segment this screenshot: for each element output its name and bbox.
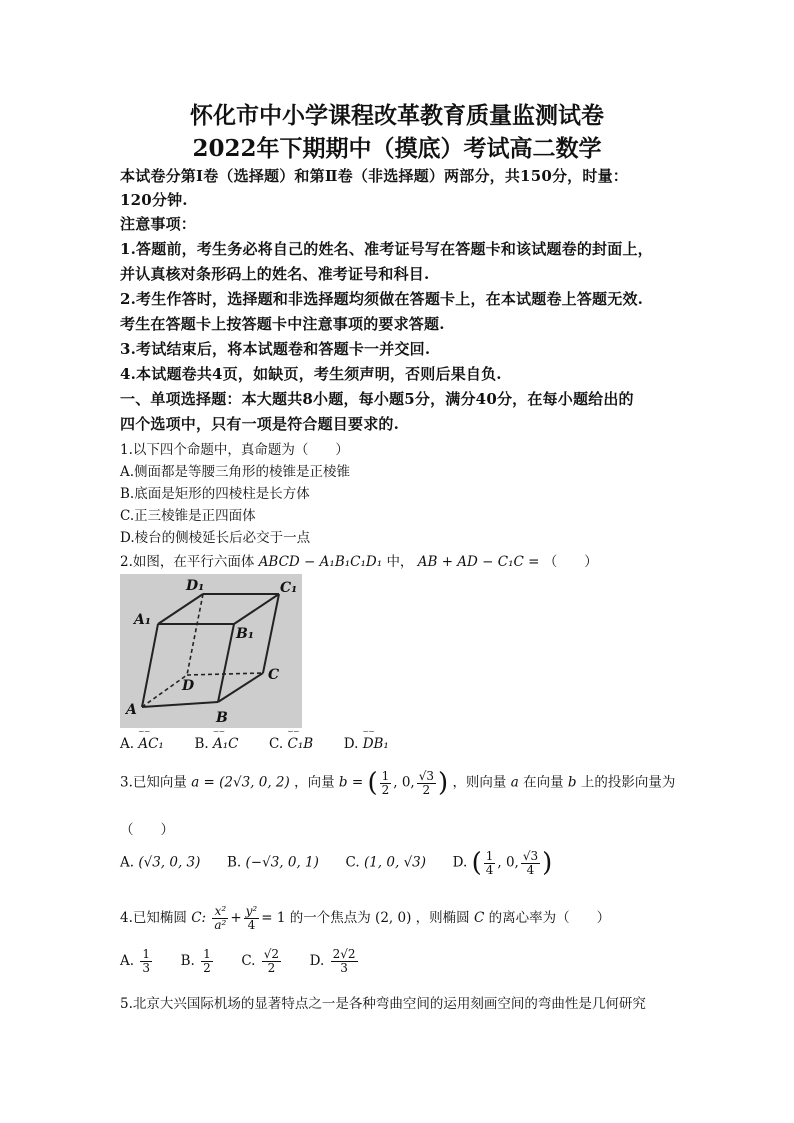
q2-option-a-label: A. [120,736,135,752]
exam-subtitle: 2022年下期期中（摸底）考试高二数学 [192,135,602,162]
q2-stem [120,550,598,570]
q4-var-c: C [473,910,485,926]
q3-stem-a: 3.已知向量 [120,774,187,791]
q3-stem-c: ，则向量 [452,774,507,791]
q3-vector-b-mid: , 0, [393,774,415,791]
notice-1b: 并认真核对条形码上的姓名、准考证号和科目. [120,265,430,283]
q4-option-a: $\frac{1}{3}$ [142,947,150,975]
parallelepiped-figure [120,574,302,728]
q4-option-d-label: D. [309,953,325,969]
vertex-label-d: D [182,678,195,694]
q3-option-d-mid: , 0, [497,854,519,871]
notice-3: 3.考试结束后，将本试题卷和答题卡一并交回. [120,340,431,358]
q3-vector-b-x: $\frac{1}{2}$ [381,768,390,797]
notice-2a: 2.考生作答时，选择题和非选择题均须做在答题卡上，在本试题卷上答题无效. [120,290,644,308]
q3-var-a: a [510,774,519,791]
q2-option-d: ⌣⌣ DB₁ [363,736,389,752]
q4-option-b: $\frac{1}{2}$ [203,947,211,975]
q3-option-b-label: B. [227,854,242,871]
q3-vector-a: a = (2√3, 0, 2) [191,774,290,791]
q4-plus: + [230,910,242,926]
q4-options [120,948,360,975]
q3-vector-b-lhs: b = [338,774,364,791]
q2-vector-expression: AB + AD − C₁C = [417,554,540,570]
q2-options [120,736,389,752]
q1-option-c: C.正三棱锥是正四面体 [120,508,256,524]
vertex-label-d1: D₁ [186,578,205,594]
q3-option-c: (1, 0, √3) [363,854,427,871]
q4-option-c-label: C. [241,953,256,969]
q3-stem-b: ，向量 [294,774,335,791]
q2-stem-a: 2.如图，在平行六面体 [120,554,255,570]
q4-y-fraction: $\frac{\text{y²}}{4}$ [245,904,258,932]
vertex-label-c: C [268,667,280,683]
notice-4: 4.本试题卷共4页，如缺页，考生须声明，否则后果自负. [120,365,502,383]
q1-option-b: B.底面是矩形的四棱柱是长方体 [120,486,310,502]
q3-vector-b-z: $\frac{√3}{2}$ [418,768,434,797]
q1-option-a: A.侧面都是等腰三角形的棱锥是正棱锥 [120,464,351,480]
q4-stem-e: 的离心率为（ ） [488,910,611,926]
q2-stem-c: 中， [386,554,414,570]
q4-stem [120,905,610,932]
q4-stem-d: ，则椭圆 [415,910,470,926]
q3-option-b: (−√3, 0, 1) [245,854,319,871]
q4-x-fraction: $\frac{\text{x²}}{\text{a²}}$ [214,904,227,932]
q4-option-a-label: A. [120,953,135,969]
q3-option-d-x: $\frac{1}{4}$ [485,848,494,877]
q3-var-b: b [567,774,577,791]
section-1-heading-b: 四个选项中，只有一项是符合题目要求的. [120,415,400,433]
q2-option-d-label: D. [343,736,359,752]
q3-option-d-label: D. [452,854,468,871]
q4-equals: = 1 [261,910,286,926]
q5-stem: 5.北京大兴国际机场的显著特点之一是各种弯曲空间的运用刻画空间的弯曲性是几何研究 [120,996,646,1012]
q2-option-b-label: B. [194,736,209,752]
notice-1a: 1.答题前，考生务必将自己的姓名、准考证号写在答题卡和该试题卷的封面上， [120,240,653,258]
q3-stem-d: 在向量 [523,774,564,791]
q3-blank: （ ） [120,822,174,838]
q2-option-b: ⌣⌣ A₁C [213,736,239,752]
notice-2b: 考生在答题卡上按答题卡中注意事项的要求答题. [120,315,445,333]
q4-option-c: $\frac{√2}{2}$ [263,947,280,975]
q3-option-c-label: C. [345,854,360,871]
q2-solid-name: ABCD − A₁B₁C₁D₁ [258,554,383,570]
exam-title: 怀化市中小学课程改革教育质量监测试卷 [190,102,604,129]
q2-option-c: ⌣⌣ C₁B [287,736,313,752]
q3-stem: 3.已知向量 a = (2√3, 0, 2) ，向量 b = ( $\frac{1}{2}$ , 0, $\frac{√3}{2}$ ) ，则向量 a 在向量 b 上的投影向量为 [120,768,676,798]
vertex-label-a: A [126,702,137,718]
q4-ellipse-name: C: [191,910,207,926]
q4-stem-a: 4.已知椭圆 [120,910,187,926]
q2-option-c-label: C. [269,736,284,752]
vertex-label-b1: B₁ [236,626,254,642]
q3-stem-e: 上的投影向量为 [580,774,676,791]
q4-option-d: $\frac{2√2}{3}$ [332,947,356,975]
vertex-label-a1: A₁ [134,612,151,628]
q3-option-a-label: A. [120,854,135,871]
intro-line-1: 本试卷分第Ⅰ卷（选择题）和第Ⅱ卷（非选择题）两部分，共150分，时量： [120,167,628,185]
q1-stem: 1.以下四个命题中，真命题为（ ） [120,442,349,458]
intro-line-2: 120分钟. [120,191,188,209]
q4-option-b-label: B. [180,953,195,969]
q3-option-d-z: $\frac{√3}{4}$ [522,848,539,877]
q2-blank: （ ） [543,554,598,570]
q4-stem-b: 的一个焦点为 [289,910,371,926]
section-1-heading-a: 一、单项选择题：本大题共8小题，每小题5分，满分40分，在每小题给出的 [120,390,634,408]
q4-focus: (2, 0) [375,910,412,926]
notice-heading: 注意事项： [120,215,197,233]
vertex-label-c1: C₁ [280,580,298,596]
vertex-label-b: B [216,710,228,726]
q3-options: A. (√3, 0, 3) B. (−√3, 0, 1) C. (1, 0, √3) D. ( $\frac{1}{4}$ , 0, $\frac{√3}{4}$ ) [120,848,553,878]
q1-option-d: D.棱台的侧棱延长后必交于一点 [120,530,311,546]
q3-option-a: (√3, 0, 3) [138,854,201,871]
q2-option-a: ⌣⌣ AC₁ [138,736,164,752]
